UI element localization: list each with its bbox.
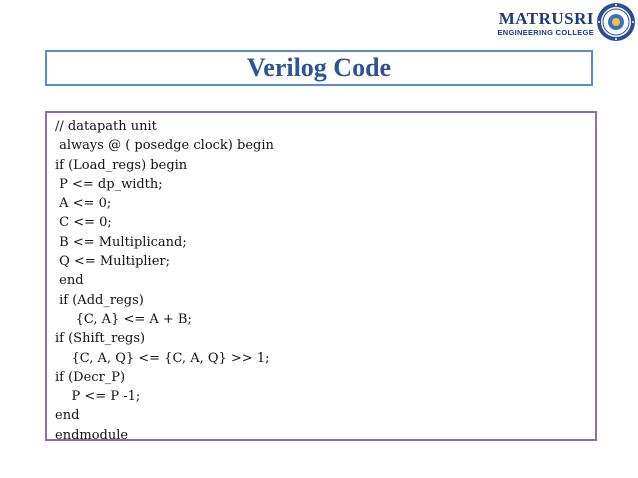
code-line: P <= dp_width; — [55, 176, 163, 192]
code-line: B <= Multiplicand; — [55, 234, 187, 250]
code-line: end — [55, 273, 84, 289]
code-line: if (Load_regs) begin — [55, 157, 188, 173]
code-line: if (Decr_P) — [55, 369, 126, 385]
code-line: endmodule — [55, 427, 129, 443]
code-line: Q <= Multiplier; — [55, 254, 170, 270]
code-line: // datapath unit — [55, 119, 157, 134]
code-line: P <= P -1; — [55, 389, 141, 405]
code-line: if (Add_regs) — [55, 292, 144, 308]
code-line: {C, A} <= A + B; — [55, 311, 192, 327]
college-seal-icon — [596, 2, 636, 42]
code-line: C <= 0; — [55, 215, 112, 231]
slide-title-box — [45, 50, 593, 86]
code-line: A <= 0; — [55, 196, 112, 212]
code-block — [45, 111, 597, 441]
college-name: MATRUSRI — [498, 9, 594, 28]
code-line: end — [55, 408, 80, 424]
slide-title: Verilog Code — [246, 53, 392, 82]
college-logo-text — [497, 10, 594, 38]
code-line: always @ ( posedge clock) begin — [55, 138, 274, 154]
code-line: {C, A, Q} <= {C, A, Q} >> 1; — [55, 350, 270, 366]
code-line: if (Shift_regs) — [55, 331, 146, 347]
college-subtitle: ENGINEERING COLLEGE — [497, 28, 594, 37]
